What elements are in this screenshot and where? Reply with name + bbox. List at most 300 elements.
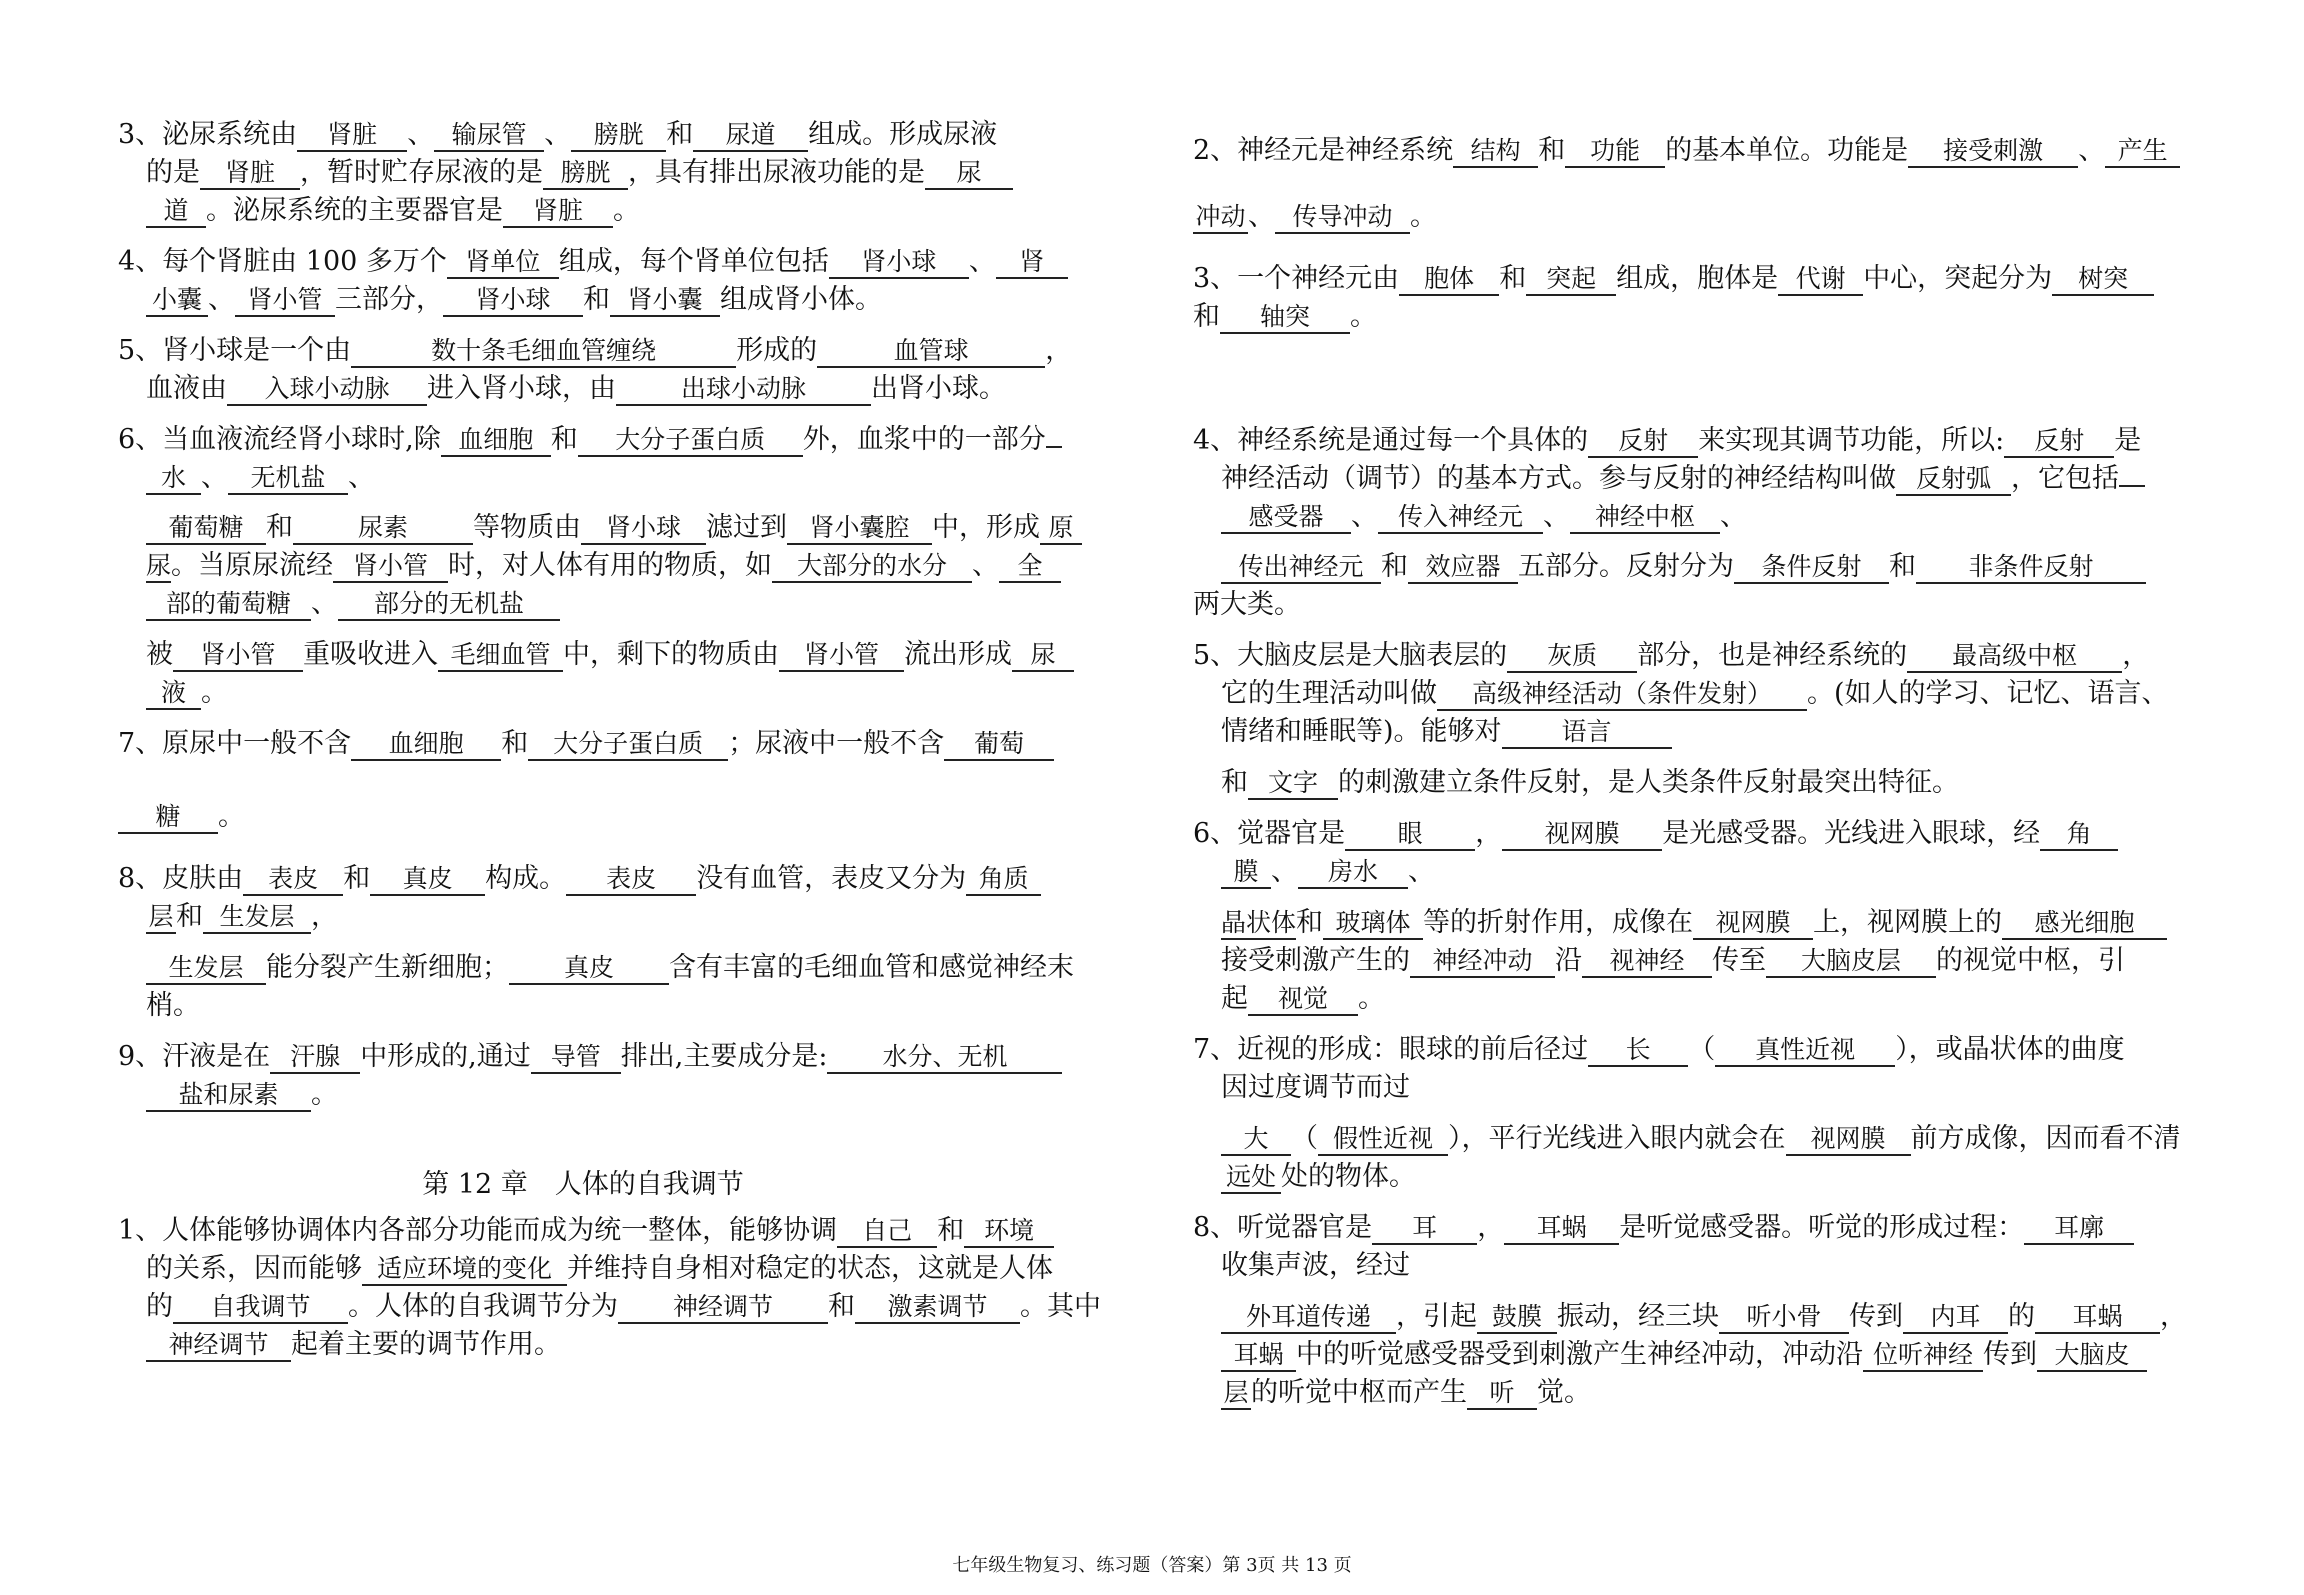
text-line — [1193, 300, 1377, 334]
question-text: ， — [2160, 1301, 2187, 1332]
answer-blank: 尿 — [925, 158, 1013, 190]
text-line — [118, 1078, 338, 1112]
text-line — [1193, 817, 2118, 851]
answer-blank: 膜 — [1221, 857, 1271, 889]
answer-blank: 自己 — [837, 1216, 937, 1248]
text-line — [118, 676, 228, 710]
question-text: 三部分， — [335, 284, 443, 315]
answer-blank: 视神经 — [1582, 946, 1712, 978]
question-text: 组成，每个肾单位包括 — [558, 246, 829, 277]
text-line — [1193, 639, 2149, 673]
text-line — [118, 1252, 1053, 1286]
answer-blank: 毛细血管 — [438, 640, 563, 672]
text-line — [1193, 134, 2180, 168]
question-text: 、 — [1408, 856, 1435, 887]
answer-blank: 肾脏 — [297, 120, 407, 152]
question-text: 上，视网膜上的 — [1813, 907, 2003, 938]
question-text: 起着主要的调节作用。 — [291, 1329, 561, 1360]
question-text: （ — [1688, 1034, 1716, 1065]
text-line — [118, 727, 1054, 761]
question-text: ，引起 — [1396, 1301, 1477, 1332]
question-text: 和 — [1499, 263, 1527, 294]
answer-blank: 糖 — [118, 802, 218, 834]
text-line — [1193, 677, 2169, 711]
question-text: 。当原尿流经 — [171, 550, 334, 581]
question-text: ， — [1045, 335, 1073, 366]
text-line — [118, 800, 245, 834]
answer-blank: 角质 — [966, 864, 1041, 896]
question-text: 组成，胞体是 — [1616, 263, 1779, 294]
question-text: 。 — [311, 1079, 338, 1110]
question-text: 7、原尿中一般不含 — [118, 728, 352, 759]
question-text: 含有丰富的毛细血管和感觉神经末 — [669, 952, 1074, 983]
question-text: ， — [1477, 1212, 1505, 1243]
answer-blank: 道 — [146, 196, 206, 228]
answer-blank: 最高级中枢 — [1907, 641, 2122, 673]
question-text: 、 — [208, 284, 235, 315]
answer-blank: 导管 — [531, 1042, 621, 1074]
question-text: 收集声波，经过 — [1221, 1250, 1410, 1281]
answer-blank: 晶状体 — [1221, 908, 1296, 940]
question-text: 中的听觉感受器受到刺激产生神经冲动，冲动沿 — [1296, 1339, 1863, 1370]
text-line — [1193, 1033, 2125, 1067]
text-line — [118, 423, 1062, 457]
answer-blank: 视网膜 — [1786, 1124, 1911, 1156]
answer-blank: 肾 — [996, 247, 1068, 279]
answer-blank: 无机盐 — [228, 463, 348, 495]
text-line — [118, 989, 200, 1023]
question-text: ， — [2122, 640, 2150, 671]
question-text: 。其中 — [1020, 1291, 1101, 1322]
text-line — [118, 461, 375, 495]
question-text: 情绪和睡眠等)。能够对 — [1221, 716, 1502, 747]
question-text: 并维持自身相对稳定的状态，这就是人体 — [567, 1253, 1053, 1284]
question-text: 4、神经系统是通过每一个具体的 — [1193, 425, 1589, 456]
text-line — [118, 194, 640, 228]
answer-blank: 眼 — [1345, 819, 1475, 851]
question-text: 沿 — [1555, 945, 1582, 976]
answer-blank: 原 — [1040, 513, 1082, 545]
question-text: 7、近视的形成：眼球的前后径过 — [1193, 1034, 1589, 1065]
question-text: 的视觉中枢，引 — [1936, 945, 2125, 976]
answer-blank: 耳廓 — [2024, 1213, 2134, 1245]
answer-blank: 大 — [1221, 1124, 1291, 1156]
question-text: 它的生理活动叫做 — [1221, 678, 1437, 709]
question-text: 、 — [1271, 856, 1298, 887]
answer-blank: 玻璃体 — [1323, 908, 1423, 940]
question-text: 和 — [176, 901, 203, 932]
text-line — [1193, 766, 1959, 800]
answer-blank: 感受器 — [1221, 502, 1351, 534]
answer-blank: 视觉 — [1248, 984, 1358, 1016]
answer-blank: 耳蜗 — [1504, 1213, 1619, 1245]
text-line — [1193, 906, 2167, 940]
question-text: ），平行光线进入眼内就会在 — [1448, 1123, 1786, 1154]
answer-blank: 肾小囊腔 — [787, 513, 932, 545]
text-line — [118, 587, 560, 621]
answer-blank: 反射弧 — [1896, 464, 2011, 496]
question-text: 构成。 — [485, 863, 567, 894]
question-text: 5、肾小球是一个由 — [118, 335, 352, 366]
question-text: 6、当血液流经肾小球时,除 — [118, 424, 441, 455]
question-text: 和 — [1889, 551, 1916, 582]
question-text: 和 — [937, 1215, 965, 1246]
question-text: 。 — [1410, 201, 1437, 232]
question-text: 。 — [201, 677, 228, 708]
text-line — [1193, 588, 1301, 622]
question-text: 、 — [1543, 501, 1570, 532]
question-text: 、 — [1720, 501, 1747, 532]
answer-blank: 远处 — [1221, 1162, 1281, 1194]
answer-blank: 表皮 — [243, 864, 343, 896]
answer-blank: 尿 — [1012, 640, 1074, 672]
text-line — [118, 951, 1074, 985]
text-line — [118, 511, 1082, 545]
answer-blank: 激素调节 — [855, 1292, 1020, 1324]
question-text: 中，剩下的物质由 — [563, 639, 779, 670]
answer-blank: 层 — [146, 902, 176, 934]
answer-blank: 环境 — [964, 1216, 1054, 1248]
answer-blank: 肾单位 — [447, 247, 559, 279]
text-line — [1193, 982, 1385, 1016]
answer-blank: 适应环境的变化 — [362, 1254, 567, 1286]
answer-blank: 大脑皮层 — [1766, 946, 1936, 978]
question-text: 处的物体。 — [1281, 1161, 1416, 1192]
question-text: 的 — [146, 1291, 173, 1322]
question-text: 的 — [2008, 1301, 2035, 1332]
text-line — [118, 334, 1072, 368]
answer-blank: 血管球 — [817, 336, 1045, 368]
answer-blank: 肾小囊 — [610, 285, 720, 317]
answer-blank: 大分子蛋白质 — [578, 425, 803, 457]
question-text: 和 — [550, 424, 578, 455]
answer-blank: 结构 — [1453, 136, 1538, 168]
answer-blank: 听小骨 — [1719, 1302, 1849, 1334]
question-text: 传到 — [1849, 1301, 1903, 1332]
question-text: 来实现其调节功能，所以: — [1698, 425, 2005, 456]
answer-blank: 耳蜗 — [2035, 1302, 2160, 1334]
text-line — [1193, 1122, 2181, 1156]
answer-blank: 文字 — [1248, 768, 1338, 800]
question-text: 、 — [1351, 501, 1378, 532]
question-text: 和 — [1296, 907, 1324, 938]
question-text: 传到 — [1983, 1339, 2037, 1370]
text-line — [118, 549, 1061, 583]
text-line — [118, 862, 1041, 896]
question-text: 能分裂产生新细胞； — [266, 952, 509, 983]
answer-blank: 神经调节 — [146, 1330, 291, 1362]
answer-blank: 高级神经活动（条件发射） — [1437, 679, 1807, 711]
question-text: 5、大脑皮层是大脑表层的 — [1193, 640, 1508, 671]
question-text: 和 — [501, 728, 529, 759]
question-text: 中，形成 — [932, 512, 1040, 543]
answer-blank: 葡萄糖 — [146, 513, 266, 545]
answer-blank: 入球小动脉 — [227, 374, 427, 406]
text-line — [1193, 262, 2154, 296]
question-text: 、 — [968, 246, 996, 277]
text-line — [1193, 550, 2146, 584]
answer-blank: 房水 — [1298, 857, 1408, 889]
answer-blank: 冲动 — [1193, 202, 1248, 234]
question-text: 1、人体能够协调体内各部分功能而成为统一整体，能够协调 — [118, 1215, 838, 1246]
text-line — [118, 638, 1074, 672]
text-line — [1193, 200, 1437, 234]
answer-blank: 水 — [146, 463, 201, 495]
answer-blank: 葡萄 — [944, 729, 1054, 761]
question-text: 8、听觉器官是 — [1193, 1212, 1373, 1243]
question-text: 和 — [1193, 301, 1220, 332]
text-line — [1193, 500, 1747, 534]
question-text: 时，对人体有用的物质，如 — [448, 550, 773, 581]
question-text: 8、皮肤由 — [118, 863, 244, 894]
text-line — [1193, 715, 1672, 749]
question-text: 3、泌尿系统由 — [118, 119, 298, 150]
answer-blank: 反射 — [1588, 426, 1698, 458]
question-text: 和 — [1538, 135, 1566, 166]
question-text: 、 — [348, 462, 375, 493]
question-text: ，它包括 — [2011, 463, 2119, 494]
question-text: 和 — [828, 1291, 855, 1322]
answer-blank: 尿道 — [693, 120, 808, 152]
answer-blank: 肾小管 — [235, 285, 335, 317]
answer-blank: 耳蜗 — [1221, 1340, 1296, 1372]
answer-blank: 肾脏 — [503, 196, 613, 228]
text-line — [1193, 462, 2145, 496]
answer-blank: 小囊 — [146, 285, 208, 317]
answer-blank: 位听神经 — [1863, 1340, 1983, 1372]
answer-blank: 听 — [1467, 1378, 1537, 1410]
question-text: 、 — [407, 119, 435, 150]
question-text: ；尿液中一般不含 — [728, 728, 945, 759]
text-line — [118, 1040, 1062, 1074]
answer-blank: 外耳道传递 — [1221, 1302, 1396, 1334]
question-text: 、 — [972, 550, 1000, 581]
answer-blank: 角 — [2040, 819, 2118, 851]
question-text: 组成肾小体。 — [720, 284, 882, 315]
answer-blank: 层 — [1221, 1378, 1251, 1410]
question-text: 、 — [311, 588, 338, 619]
answer-blank: 鼓膜 — [1477, 1302, 1557, 1334]
question-text: ， — [311, 901, 338, 932]
question-text: 进入肾小球，由 — [427, 373, 616, 404]
answer-blank: 表皮 — [566, 864, 696, 896]
question-text: 外，血浆中的一部分 — [802, 424, 1046, 455]
question-text: 梢。 — [146, 990, 200, 1021]
question-text: 、 — [201, 462, 228, 493]
question-text: 3、一个神经元由 — [1193, 263, 1400, 294]
text-line — [1193, 1338, 2147, 1372]
question-text: 排出,主要成分是: — [620, 1041, 828, 1072]
answer-blank: 血细胞 — [441, 425, 551, 457]
answer-blank: 长 — [1588, 1035, 1688, 1067]
question-text: 。 — [1350, 301, 1377, 332]
text-line — [118, 900, 338, 934]
answer-blank: 肾小球 — [829, 247, 969, 279]
answer-blank: 真皮 — [370, 864, 485, 896]
answer-blank: 视网膜 — [1693, 908, 1813, 940]
question-text: 中心，突起分为 — [1863, 263, 2053, 294]
answer-blank: 产生 — [2105, 136, 2180, 168]
question-text: 接受刺激产生的 — [1221, 945, 1410, 976]
question-text: 和 — [1381, 551, 1408, 582]
question-text: 等物质由 — [473, 512, 581, 543]
text-line — [1193, 1071, 1410, 1105]
answer-blank: 全 — [999, 551, 1061, 583]
answer-blank: 部分的无机盐 — [338, 589, 560, 621]
question-text: 神经活动（调节）的基本方式。参与反射的神经结构叫做 — [1221, 463, 1896, 494]
question-text: 的是 — [146, 157, 200, 188]
question-text: 是光感受器。光线进入眼球，经 — [1662, 818, 2041, 849]
question-text: 。泌尿系统的主要器官是 — [206, 195, 503, 226]
text-line — [118, 372, 1006, 406]
question-text: 。 — [613, 195, 640, 226]
text-line — [118, 245, 1068, 279]
question-text: （ — [1291, 1123, 1318, 1154]
answer-blank: 假性近视 — [1318, 1124, 1448, 1156]
answer-blank: 耳 — [1372, 1213, 1477, 1245]
text-line — [1193, 1300, 2187, 1334]
answer-blank: 神经冲动 — [1410, 946, 1555, 978]
answer-blank: 胞体 — [1399, 264, 1499, 296]
answer-blank: 尿素 — [293, 513, 473, 545]
answer-blank: 肾小球 — [443, 285, 583, 317]
question-text: 形成的 — [736, 335, 818, 366]
answer-blank: 大部分的水分 — [772, 551, 972, 583]
text-line — [118, 283, 882, 317]
question-text: 的基本单位。功能是 — [1665, 135, 1909, 166]
question-text: 没有血管，表皮又分为 — [696, 863, 967, 894]
answer-blank: 肾小管 — [779, 640, 904, 672]
answer-blank: 传出神经元 — [1221, 552, 1381, 584]
question-text: 被 — [146, 639, 173, 670]
answer-blank: 肾脏 — [200, 158, 300, 190]
answer-blank: 反射 — [2004, 426, 2114, 458]
text-line — [1193, 424, 2141, 458]
question-text: 流出形成 — [904, 639, 1012, 670]
question-text: 和 — [266, 512, 293, 543]
question-text: 、 — [544, 119, 572, 150]
answer-blank: 肾小管 — [173, 640, 303, 672]
answer-blank: 传导冲动 — [1275, 202, 1410, 234]
question-text: 五部分。反射分为 — [1518, 551, 1734, 582]
question-text: 等的折射作用，成像在 — [1423, 907, 1694, 938]
answer-blank: 视网膜 — [1502, 819, 1662, 851]
question-text: 6、觉器官是 — [1193, 818, 1346, 849]
question-text: 组成。形成尿液 — [808, 119, 998, 150]
answer-blank: 数十条毛细血管缠绕 — [351, 336, 736, 368]
answer-blank: 汗腺 — [270, 1042, 360, 1074]
answer-blank: 真性近视 — [1715, 1035, 1895, 1067]
answer-blank: 突起 — [1526, 264, 1616, 296]
question-text: 和 — [343, 863, 371, 894]
question-text: ， — [1475, 818, 1503, 849]
answer-blank: 自我调节 — [173, 1292, 348, 1324]
question-text: 。 — [1358, 983, 1385, 1014]
question-text: 振动，经三块 — [1557, 1301, 1719, 1332]
question-text: 因过度调节而过 — [1221, 1072, 1410, 1103]
question-text: ，暂时贮存尿液的是 — [300, 157, 543, 188]
question-text: 中形成的,通过 — [360, 1041, 531, 1072]
text-line — [1193, 1249, 1410, 1283]
text-line — [1193, 944, 2125, 978]
question-text: 重吸收进入 — [303, 639, 438, 670]
answer-blank: 真皮 — [509, 953, 669, 985]
text-line — [1193, 1376, 1591, 1410]
text-line — [118, 1328, 561, 1362]
answer-blank: 盐和尿素 — [146, 1080, 311, 1112]
answer-blank — [1046, 446, 1062, 448]
question-text: ），或晶状体的曲度 — [1895, 1034, 2125, 1065]
answer-blank: 水分、无机 — [827, 1042, 1062, 1074]
question-text: 的刺激建立条件反射，是人类条件反射最突出特征。 — [1338, 767, 1959, 798]
answer-blank — [2119, 485, 2145, 487]
question-text: 的听觉中枢而产生 — [1251, 1377, 1467, 1408]
page-footer: 七年级生物复习、练习题（答案）第 3页 共 13 页 — [952, 1555, 1352, 1576]
answer-blank: 接受刺激 — [1908, 136, 2078, 168]
answer-blank: 血细胞 — [351, 729, 501, 761]
question-text: 、 — [1248, 201, 1275, 232]
question-text: 。 — [218, 801, 245, 832]
answer-blank: 生发层 — [146, 953, 266, 985]
answer-blank: 生发层 — [203, 902, 311, 934]
question-text: 2、神经元是神经系统 — [1193, 135, 1454, 166]
answer-blank: 出球小动脉 — [616, 374, 871, 406]
question-text: 的关系，因而能够 — [146, 1253, 362, 1284]
answer-blank: 灰质 — [1507, 641, 1637, 673]
answer-blank: 大分子蛋白质 — [528, 729, 728, 761]
question-text: 和 — [666, 119, 694, 150]
question-text: 两大类。 — [1193, 589, 1301, 620]
question-text: 传至 — [1712, 945, 1766, 976]
answer-blank: 部的葡萄糖 — [146, 589, 311, 621]
question-text: 出肾小球。 — [871, 373, 1006, 404]
question-text: 和 — [1221, 767, 1248, 798]
answer-blank: 树突 — [2052, 264, 2154, 296]
question-text: 部分，也是神经系统的 — [1637, 640, 1908, 671]
text-line — [118, 118, 997, 152]
answer-blank: 膀胱 — [543, 158, 628, 190]
text-line — [1193, 855, 1435, 889]
answer-blank: 传入神经元 — [1378, 502, 1543, 534]
answer-blank: 效应器 — [1408, 552, 1518, 584]
question-text: ，具有排出尿液功能的是 — [628, 157, 925, 188]
answer-blank: 神经调节 — [618, 1292, 828, 1324]
question-text: 和 — [583, 284, 610, 315]
answer-blank: 非条件反射 — [1916, 552, 2146, 584]
question-text: 前方成像，因而看不清 — [1910, 1123, 2181, 1154]
answer-blank: 大脑皮 — [2037, 1340, 2147, 1372]
answer-blank: 内耳 — [1903, 1302, 2008, 1334]
question-text: 起 — [1221, 983, 1248, 1014]
answer-blank: 尿 — [146, 551, 171, 583]
text-line — [118, 1290, 1101, 1324]
question-text: 觉。 — [1537, 1377, 1591, 1408]
answer-blank: 输尿管 — [434, 120, 544, 152]
text-line — [118, 156, 1013, 190]
question-text: 是 — [2114, 425, 2142, 456]
question-text: 4、每个肾脏由 100 多万个 — [118, 246, 447, 277]
chapter-title: 第 12 章 人体的自我调节 — [422, 1169, 744, 1200]
answer-blank: 感光细胞 — [2002, 908, 2167, 940]
answer-blank: 液 — [146, 678, 201, 710]
answer-blank: 肾小管 — [333, 551, 448, 583]
answer-blank: 功能 — [1565, 136, 1665, 168]
answer-blank: 条件反射 — [1734, 552, 1889, 584]
answer-blank: 神经中枢 — [1570, 502, 1720, 534]
answer-blank: 语言 — [1502, 717, 1672, 749]
text-line — [118, 1214, 1054, 1248]
answer-blank: 代谢 — [1778, 264, 1863, 296]
